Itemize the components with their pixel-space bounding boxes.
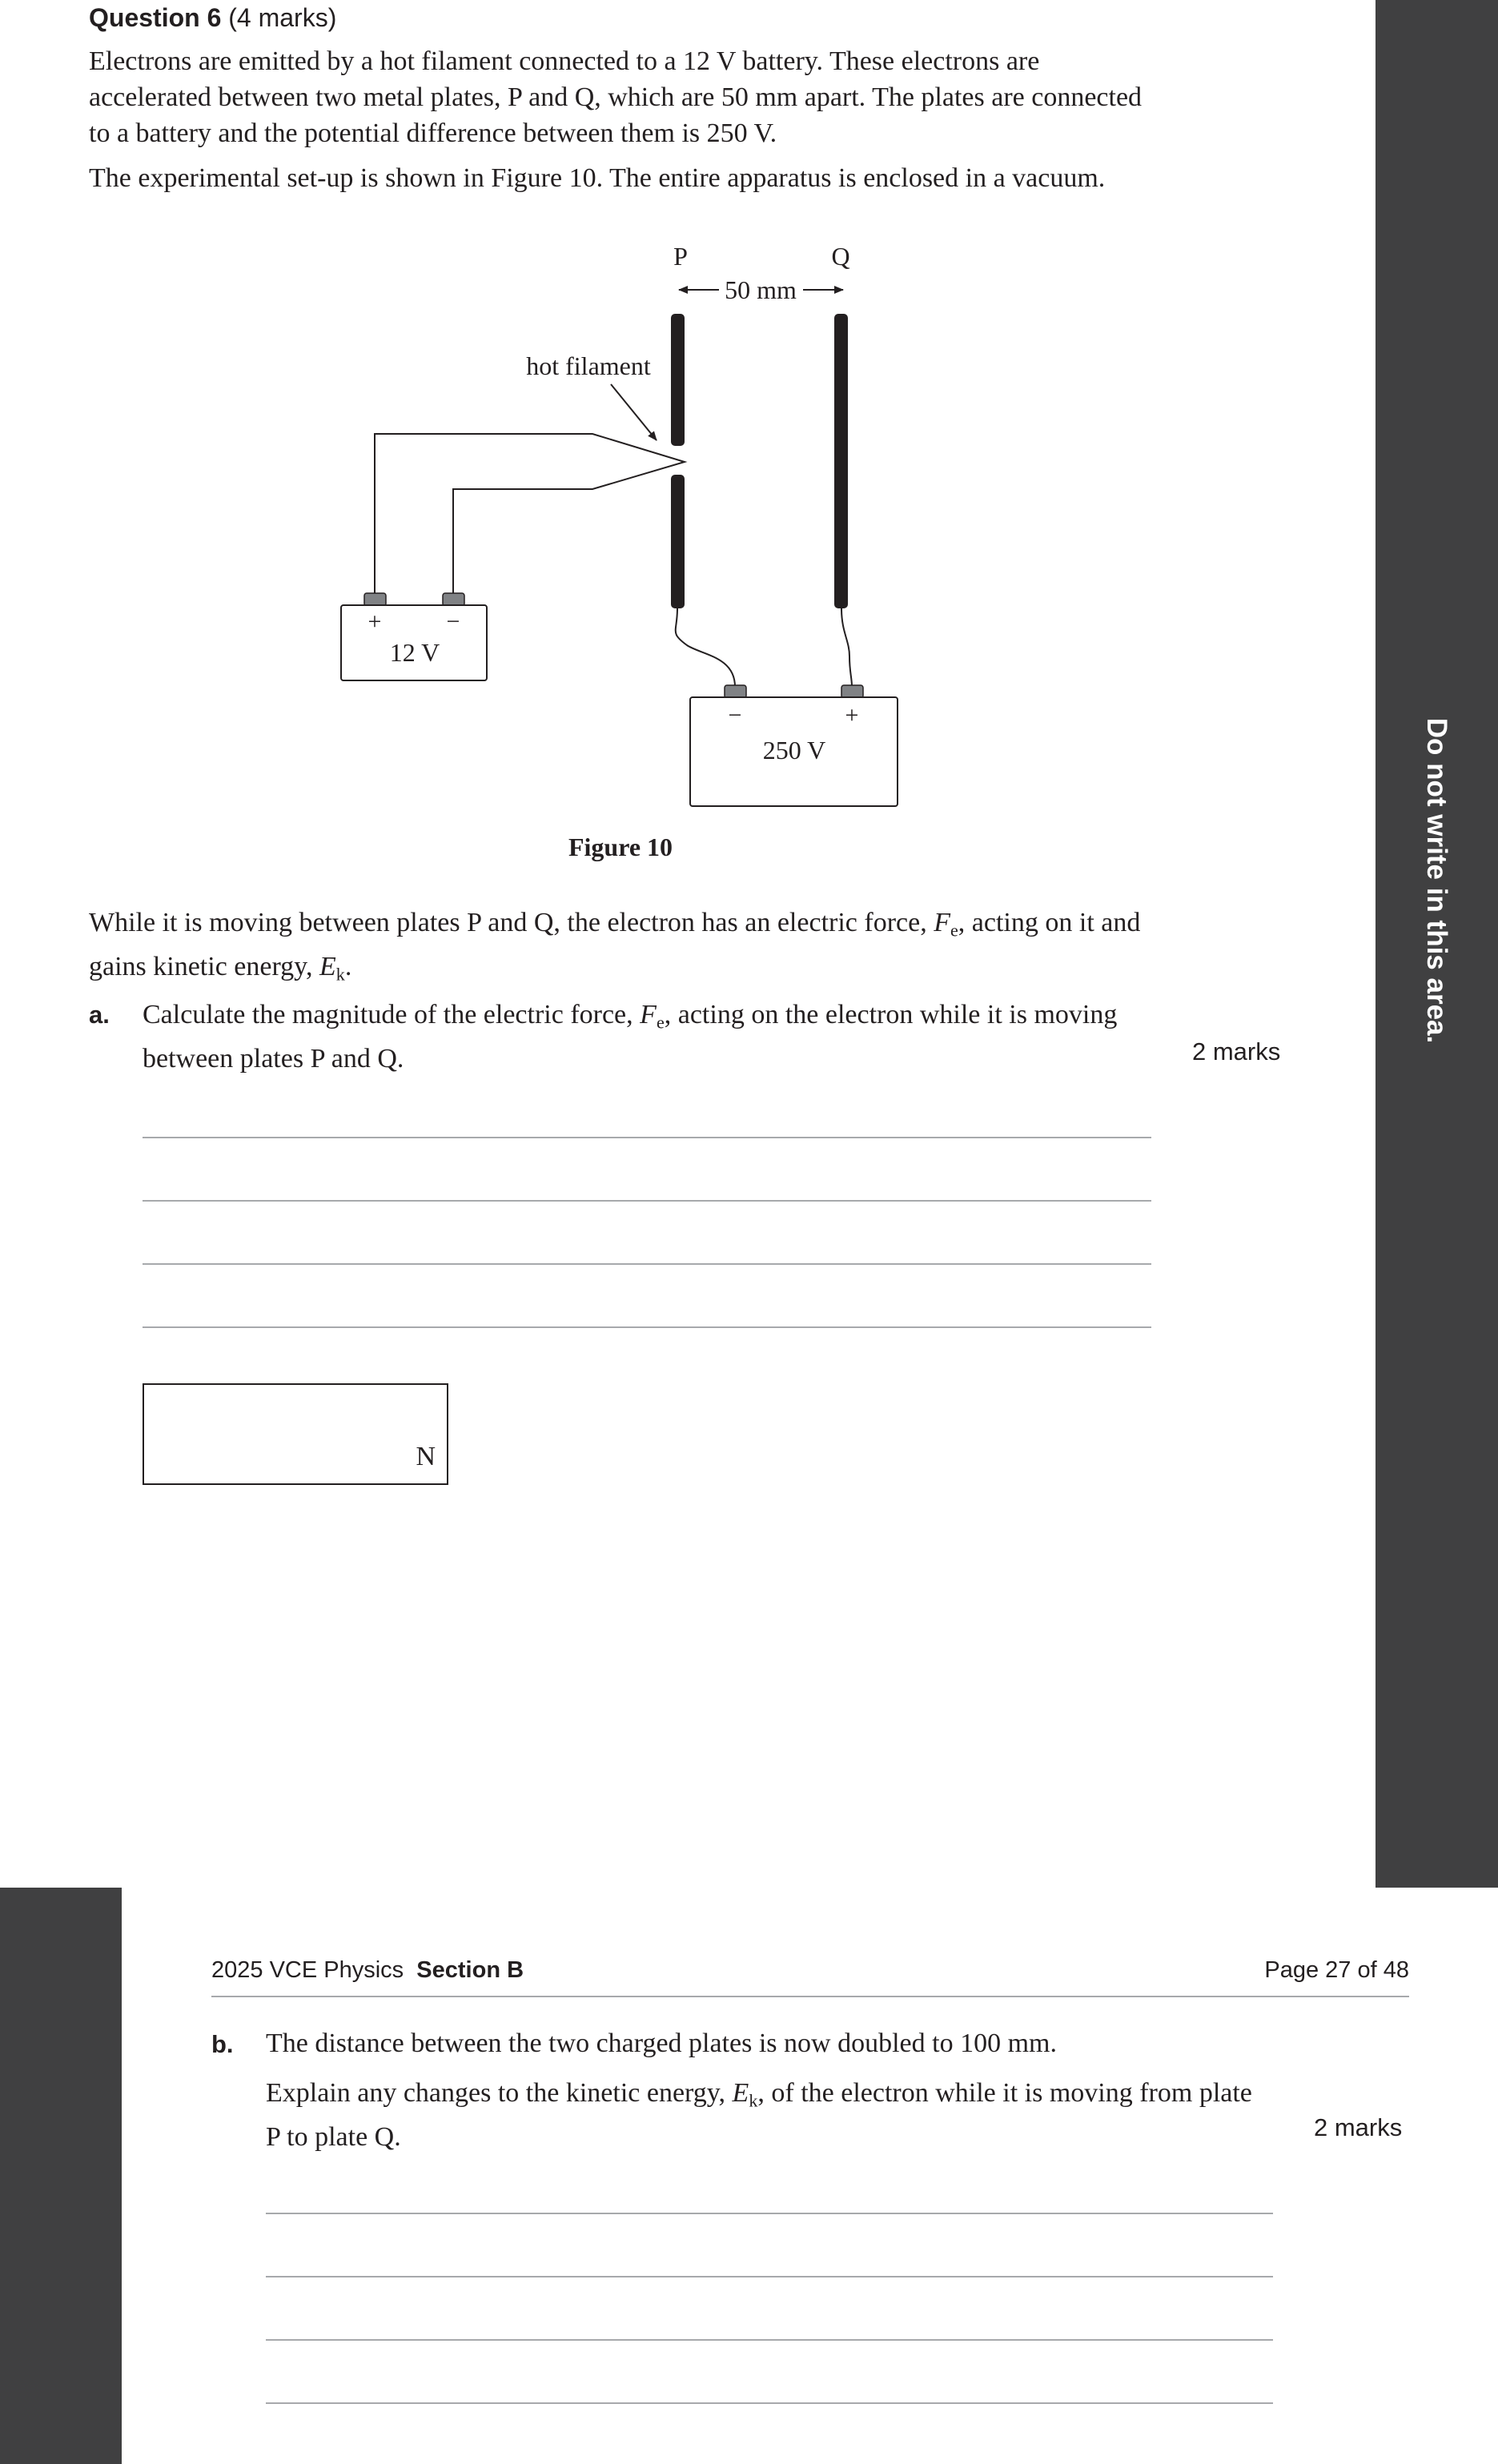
battery-12v-label: 12 V [389, 638, 440, 667]
part-b-letter: b. [211, 2030, 234, 2058]
stem-text-b: , acting on it and gains kinetic energy, [89, 908, 1141, 981]
footer-subject: 2025 VCE Physics [211, 1957, 404, 1983]
part-a-marks: 2 marks [1192, 1037, 1281, 1065]
battery-250v-terminal-negative [725, 685, 746, 698]
part-a-force-symbol: F [640, 1000, 657, 1029]
part-b-energy-symbol: E [732, 2078, 749, 2108]
part-b-answer-line-4[interactable] [266, 2402, 1273, 2404]
plate-q-label: Q [831, 242, 850, 271]
part-a-question [143, 997, 1127, 1077]
part-a-answer-line-2[interactable] [143, 1200, 1151, 1202]
intro-paragraph-1: Electrons are emitted by a hot filament connected to a 12 V battery. These electrons are accelerated between two metal plates, P and Q, which are 50 mm apart. The plates are connected to a battery and the potential difference between them is 250 V. [89, 46, 1143, 148]
stem-text-a: While it is moving between plates P and Q, the electron has an electric force, [89, 908, 934, 937]
wire-plate-p-to-battery [676, 608, 735, 687]
footer-section: Section B [416, 1957, 524, 1983]
battery-250v-label: 250 V [762, 736, 826, 764]
page-number: Page 27 of 48 [1264, 1957, 1409, 1983]
answer-unit: N [416, 1442, 436, 1471]
part-b-answer-line-2[interactable] [266, 2276, 1273, 2277]
part-a-answer-line-4[interactable] [143, 1326, 1151, 1328]
left-margin-bar [0, 1888, 122, 2464]
figure-caption: Figure 10 [568, 833, 673, 861]
intro-paragraph-2: The experimental set-up is shown in Figure 10. The entire apparatus is enclosed in a vacuum. [89, 163, 1106, 193]
plate-p-lower [671, 475, 685, 608]
question-label: Question 6 [89, 3, 222, 32]
part-a-answer-line-3[interactable] [143, 1263, 1151, 1265]
battery-250v-terminal-positive [841, 685, 863, 698]
footer-divider [211, 1996, 1409, 1997]
plate-p-upper [671, 314, 685, 446]
figure-10-diagram [0, 0, 1498, 881]
question-marks: (4 marks) [228, 3, 337, 32]
part-b-text-2a: Explain any changes to the kinetic energy, [266, 2078, 733, 2108]
stem-energy-symbol: E [319, 951, 336, 981]
battery-250v-plus: + [845, 702, 859, 728]
battery-250v-minus: − [728, 702, 742, 728]
part-a-text-a: Calculate the magnitude of the electric force, [143, 1000, 641, 1029]
part-b-energy-subscript: k [749, 2090, 758, 2111]
filament-wire [375, 434, 685, 596]
filament-pointer-arrow [611, 384, 657, 440]
part-a-letter: a. [89, 1001, 110, 1029]
part-a-text-b: , acting on the electron while it is moving between plates P and Q. [143, 1000, 1118, 1073]
separation-label: 50 mm [725, 275, 797, 304]
part-b-answer-line-1[interactable] [266, 2213, 1273, 2214]
do-not-write-notice: Do not write in this area. [1421, 717, 1452, 1044]
battery-12v-minus: − [446, 608, 460, 635]
part-b-marks: 2 marks [1314, 2113, 1403, 2141]
battery-12v-plus: + [367, 608, 382, 635]
part-b-answer-line-3[interactable] [266, 2339, 1273, 2341]
stem-energy-subscript: k [335, 964, 345, 985]
part-a-answer-box[interactable] [143, 1383, 448, 1485]
stem-force-subscript: e [950, 920, 958, 941]
part-b-text-2 [266, 2075, 1267, 2155]
battery-12v-terminal-negative [443, 593, 464, 606]
part-b-text-2b: , of the electron while it is moving from plate P to plate Q. [266, 2078, 1252, 2152]
stem-force-symbol: F [934, 908, 950, 937]
stem-text-c: . [344, 951, 352, 981]
question-stem [89, 905, 1154, 992]
part-a-force-subscript: e [656, 1012, 665, 1033]
page-footer-left [211, 1957, 524, 1984]
battery-12v-terminal-positive [364, 593, 386, 606]
plate-p-label: P [673, 242, 688, 271]
plate-q [834, 314, 848, 608]
part-b-question [266, 2025, 1267, 2155]
wire-plate-q-to-battery [841, 608, 852, 687]
part-b-text-1: The distance between the two charged plates is now doubled to 100 mm. [266, 2029, 1057, 2058]
part-a-answer-line-1[interactable] [143, 1137, 1151, 1138]
filament-label: hot filament [526, 351, 651, 380]
